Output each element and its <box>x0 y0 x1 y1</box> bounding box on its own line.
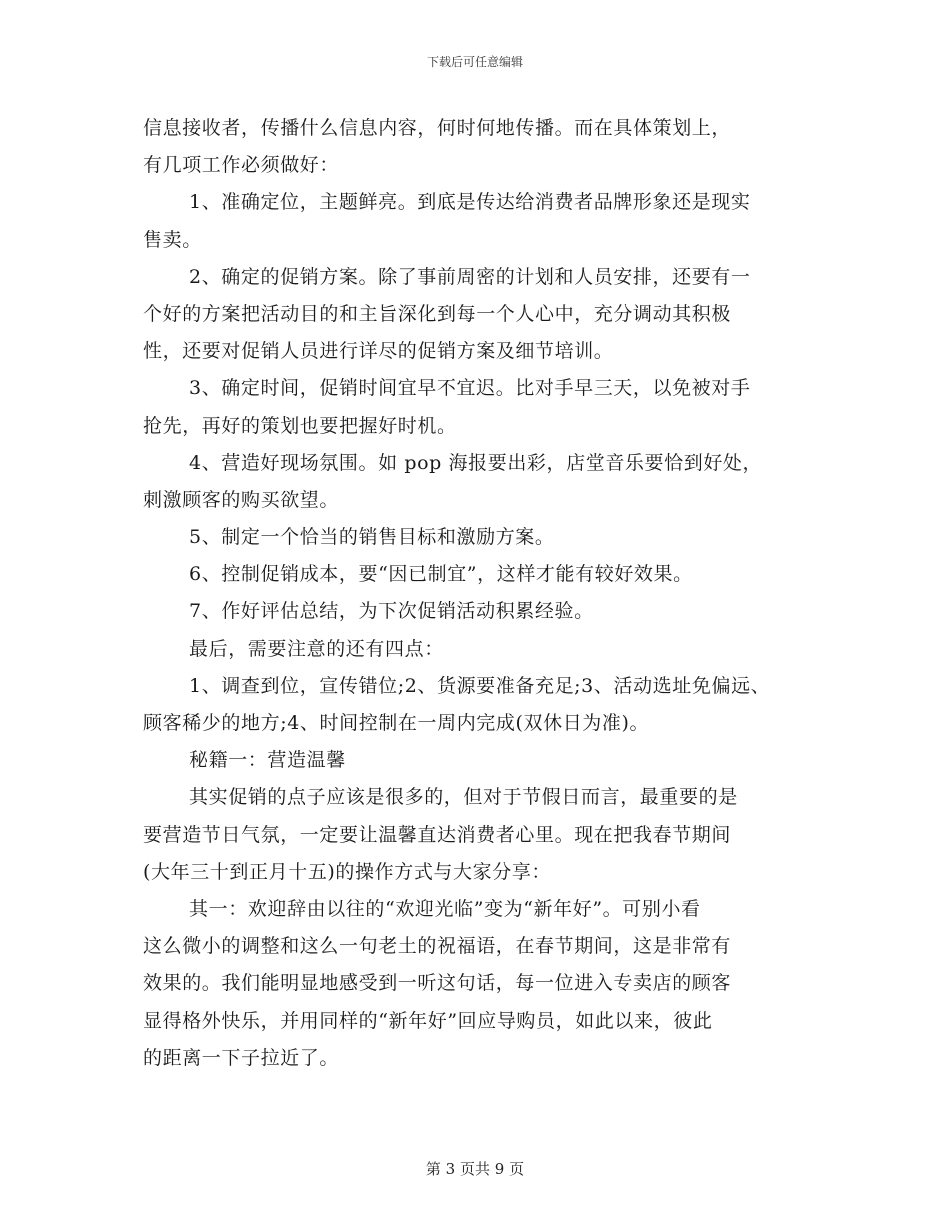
text-line-4: 售卖。 <box>143 228 202 251</box>
text-line-21: (大年三十到正月十五)的操作方式与大家分享： <box>143 860 552 883</box>
text-line-23: 这么微小的调整和这么一句老土的祝福语，在春节期间，这是非常有 <box>143 935 732 958</box>
text-line-3: 1、准确定位，主题鲜亮。到底是传达给消费者品牌形象还是现实 <box>189 191 751 214</box>
text-line-6: 个好的方案把活动目的和主旨深化到每一个人心中，充分调动其积极 <box>143 302 732 325</box>
text-line-11: 刺激顾客的购买欲望。 <box>143 488 340 511</box>
text-line-13: 6、控制促销成本，要“因已制宜”，这样才能有较好效果。 <box>189 563 693 586</box>
text-line-26: 的距离一下子拉近了。 <box>143 1046 340 1069</box>
page-footer: 第 3 页共 9 页 <box>425 1160 525 1178</box>
section-heading: 秘籍一：营造温馨 <box>189 749 346 772</box>
text-line-19: 其实促销的点子应该是很多的，但对于节假日而言，最重要的是 <box>189 786 738 809</box>
text-line-8: 3、确定时间，促销时间宜早不宜迟。比对手早三天，以免被对手 <box>189 377 751 400</box>
text-line-14: 7、作好评估总结，为下次促销活动积累经验。 <box>189 600 594 623</box>
text-line-16: 1、调查到位，宣传错位;2、货源要准备充足;3、活动选址免偏远、 <box>189 674 771 697</box>
text-line-7: 性，还要对促销人员进行详尽的促销方案及细节培训。 <box>143 340 614 363</box>
text-line-22: 其一：欢迎辞由以往的“欢迎光临”变为“新年好”。可别小看 <box>189 897 701 920</box>
text-line-2: 有几项工作必须做好： <box>143 154 340 177</box>
text-line-24: 效果的。我们能明显地感受到一听这句话，每一位进入专卖店的顾客 <box>143 972 732 995</box>
page-header: 下载后可任意编辑 <box>426 55 523 69</box>
text-line-20: 要营造节日气氛，一定要让温馨直达消费者心里。现在把我春节期间 <box>143 823 732 846</box>
text-line-1: 信息接收者，传播什么信息内容，何时何地传播。而在具体策划上， <box>143 117 732 139</box>
text-line-5: 2、确定的促销方案。除了事前周密的计划和人员安排，还要有一 <box>189 265 751 288</box>
text-line-12: 5、制定一个恰当的销售目标和激励方案。 <box>189 526 555 549</box>
text-line-17: 顾客稀少的地方;4、时间控制在一周内完成(双休日为准)。 <box>143 712 650 734</box>
text-line-10: 4、营造好现场氛围。如 pop 海报要出彩，店堂音乐要恰到好处， <box>189 451 763 474</box>
document-body <box>143 110 823 1077</box>
text-line-25: 显得格外快乐，并用同样的“新年好”回应导购员，如此以来，彼此 <box>143 1009 713 1032</box>
text-line-15: 最后，需要注意的还有四点： <box>189 637 444 660</box>
text-line-9: 抢先，再好的策划也要把握好时机。 <box>143 414 457 437</box>
